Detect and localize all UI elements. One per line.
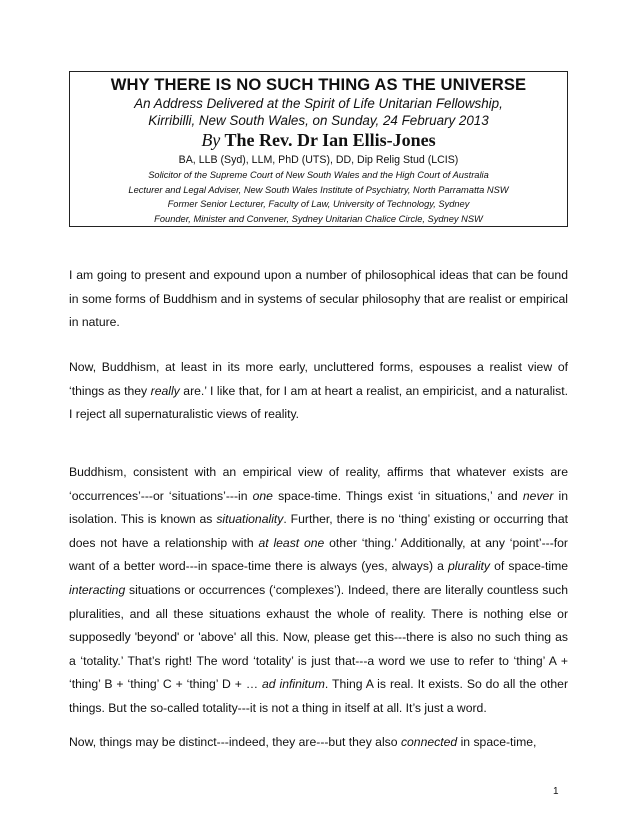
credential-line: Solicitor of the Supreme Court of New South Wales and the High Court of Australia [148, 170, 489, 180]
emphasis: interacting [69, 582, 126, 597]
credential-line: Former Senior Lecturer, Faculty of Law, University of Technology, Sydney [167, 199, 470, 209]
author-line [70, 130, 567, 151]
subtitle-line-2: Kirribilli, New South Wales, on Sunday, 24 February 2013 [148, 113, 489, 128]
emphasis: connected [400, 735, 458, 749]
title-block [69, 71, 568, 227]
text-run: Now, things may be distinct---indeed, they are---but they also [69, 735, 401, 749]
paragraph-2 [69, 356, 568, 427]
text-run: are.’ I like that, for I am at heart a realist, an empiricist, and a naturalist. I reject all supernaturalistic views of reality. [69, 383, 568, 422]
emphasis: plurality [448, 559, 491, 574]
author-qualifications: BA, LLB (Syd), LLM, PhD (UTS), DD, Dip Relig Stud (LCIS) [178, 154, 459, 166]
text-run: . Further, there is no ‘thing’ existing or occurring that does not have a relationship with [69, 512, 568, 550]
document-title: WHY THERE IS NO SUCH THING AS THE UNIVERSE [110, 75, 527, 94]
text-run: Buddhism, consistent with an empirical view of reality, affirms that whatever exists are ‘occurrences’---or ‘situations’---in [69, 465, 568, 503]
text-run: Now, Buddhism, at least in its more early, uncluttered forms, espouses a realist view of ‘things as they [69, 360, 568, 398]
text-run: . Thing A is real. It exists. So do all the other things. But the so-called totality---it is not a thing in itself at all. It’s just a word. [69, 677, 569, 715]
text-run: situations or occurrences (‘complexes’). Indeed, there are literally countless such pluralities, and all these situations exhaust the whole of reality. There is nothing else or supposedly 'beyond' or 'above' all this. Now, please get this---there is also no such thing as a ‘totality.’ That’s right! The word ‘totality’ is just that---a word we use to refer to ‘thing’ A + ‘thing’ B + ‘thing’ C + ‘thing’ D + … [69, 582, 568, 692]
paragraph-3 [69, 461, 568, 721]
author-name: The Rev. Dr Ian Ellis-Jones [224, 130, 436, 150]
emphasis: really [150, 383, 180, 398]
text-run: of space-time [490, 559, 568, 574]
page-number: 1 [553, 786, 559, 797]
emphasis: ad infinitum [261, 677, 325, 692]
credential-line: Lecturer and Legal Adviser, New South Wales Institute of Psychiatry, North Parramatta NSW [128, 184, 509, 195]
subtitle-line-1: An Address Delivered at the Spirit of Life Unitarian Fellowship, [134, 96, 503, 111]
emphasis: situationality [216, 512, 284, 527]
emphasis: at least one [258, 535, 325, 550]
emphasis: one [252, 488, 273, 503]
text-run: space-time. Things exist ‘in situations,’ and [272, 488, 523, 503]
paragraph-4 [69, 731, 568, 755]
text-run: in isolation. This is known as [69, 488, 568, 527]
paragraph-1: I am going to present and expound upon a number of philosophical ideas that can be found in some forms of Buddhism and in systems of secular philosophy that are realist or empirical in nature. [69, 268, 568, 330]
emphasis: never [522, 488, 554, 503]
by-label: By [201, 130, 221, 150]
text-run: other ‘thing.’ Additionally, at any ‘point’---for want of a better word---in space-time there is always (yes, always) a [69, 535, 568, 574]
text-run: in space-time, [457, 735, 537, 749]
credential-line: Founder, Minister and Convener, Sydney Unitarian Chalice Circle, Sydney NSW [154, 213, 483, 224]
